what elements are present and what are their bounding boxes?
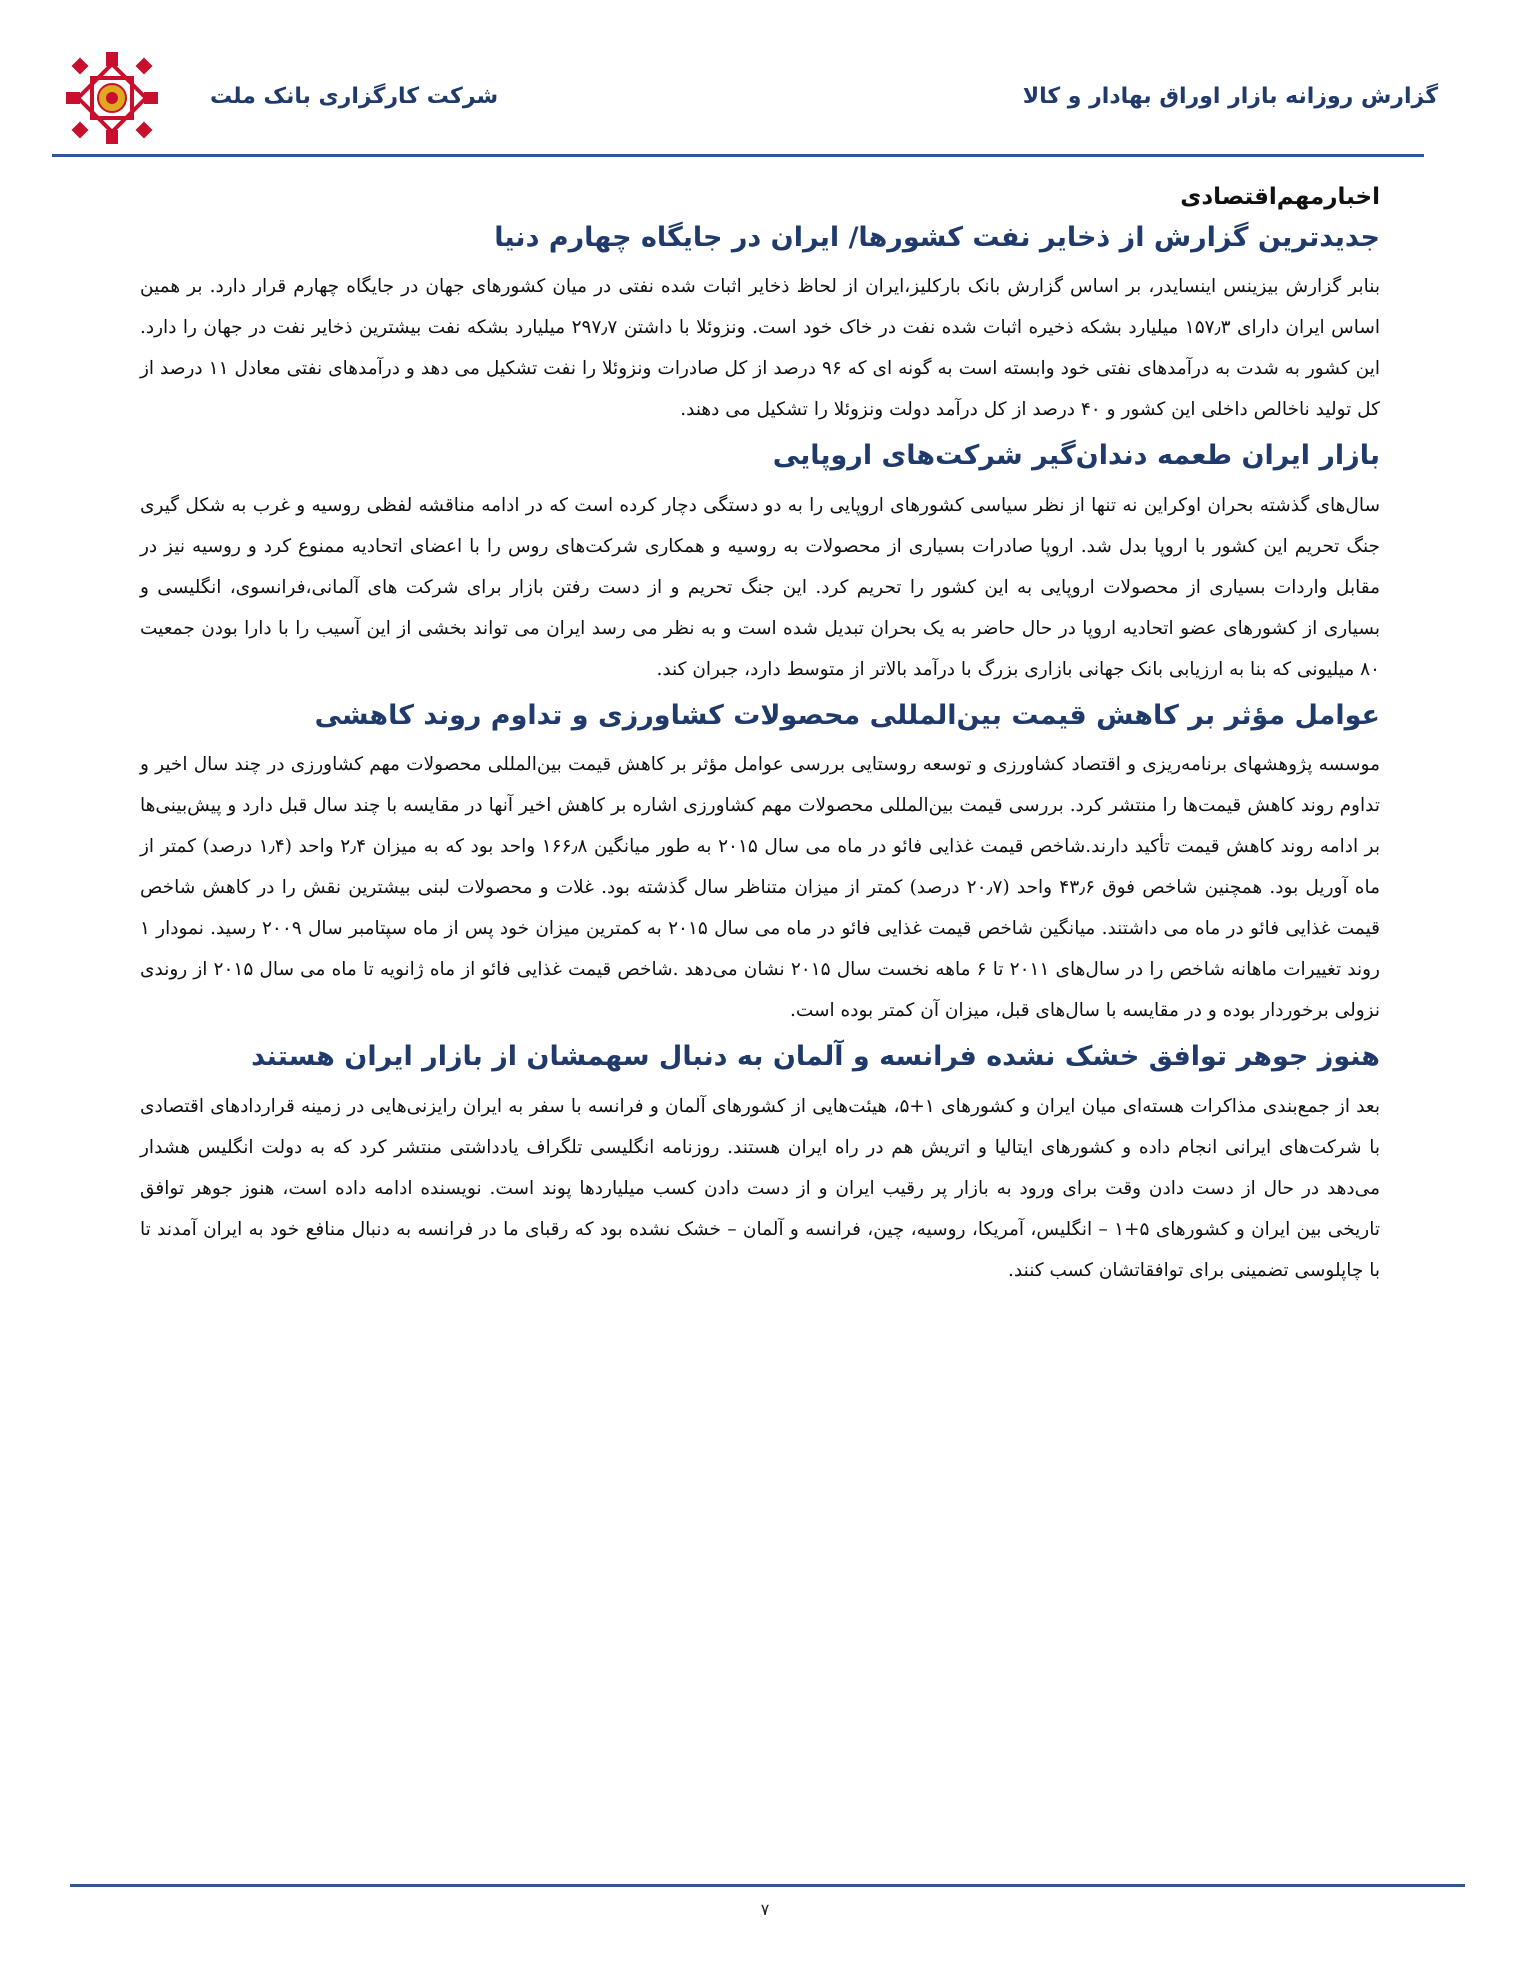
bank-mellat-logo-icon	[62, 48, 162, 148]
header-divider	[52, 154, 1424, 157]
footer-divider	[70, 1884, 1465, 1887]
page-header	[0, 0, 1530, 160]
news-title: بازار ایران طعمه دندان‌گیر شرکت‌های اروپایی	[772, 440, 1380, 472]
page-number: ۷	[760, 1900, 770, 1919]
news-article	[140, 438, 1380, 689]
news-title: هنوز جوهر توافق خشک نشده فرانسه و آلمان به دنبال سهمشان از بازار ایران هستند	[251, 1041, 1380, 1073]
company-name: شرکت کارگزاری بانک ملت	[210, 84, 499, 109]
news-body: سال‌های گذشته بحران اوکراین نه تنها از نظر سیاسی کشورهای اروپایی را به دو دستگی دچار کرده است که در ادامه مناقشه لفظی روسیه و غرب به شکل گیری جنگ تحریم این کشور با اروپا بدل شد. اروپا صادرات بسیاری از محصولات به روسیه و همکاری شرکت‌های روس را با اعضای اتحادیه ممنوع کرد و روسیه نیز در مقابل واردات بسیاری از محصولات اروپایی به این کشور را تحریم کرد. این جنگ تحریم و از دست رفتن بازار برای شرکت های آلمانی،فرانسوی، انگلیسی و بسیاری از کشورهای عضو اتحادیه اروپا در حال حاضر به یک بحران تبدیل شده است و به نظر می رسد ایران می تواند بخشی از این آسیب را با دارا بودن جمعیت ۸۰ میلیونی که بنا به ارزیابی بانک جهانی بازاری بزرگ با درآمد بالاتر از متوسط دارد، جبران کند.	[140, 494, 1380, 680]
news-article	[140, 1039, 1380, 1290]
news-article	[140, 220, 1380, 430]
news-article	[140, 698, 1380, 1031]
report-title: گزارش روزانه بازار اوراق بهادار و کالا	[1022, 84, 1438, 109]
news-body: بعد از جمع‌بندی مذاکرات هسته‌ای میان ایران و کشورهای ۱+۵، هیئت‌هایی از کشورهای آلمان و فرانسه با سفر به ایران رایزنی‌هایی در زمینه قراردادهای اقتصادی با شرکت‌های ایرانی انجام داده و کشورهای ایتالیا و اتریش هم در راه ایران هستند. روزنامه انگلیسی تلگراف یادداشتی منتشر کرد که به دولت انگلیس هشدار می‌دهد در حال از دست دادن وقت برای ورود به بازار پر رقیب ایران و از دست دادن کسب میلیاردها پوند است. نویسنده ادامه داده است، هنوز جوهر توافق تاریخی بین ایران و کشورهای ۵+۱ – انگلیس، آمریکا، روسیه، چین، فرانسه و آلمان – خشک نشده بود که رقبای ما در فرانسه به دنبال منافع خود به ایران آمدند تا با چاپلوسی تضمینی برای توافقاتشان کسب کنند.	[140, 1095, 1381, 1281]
news-body: موسسه پژوهشهای برنامه‌ریزی و اقتصاد کشاورزی و توسعه روستایی بررسی عوامل مؤثر بر کاهش قیمت بین‌المللی محصولات مهم کشاورزی در چند سال اخیر و تداوم روند کاهش قیمت‌ها را منتشر کرد. بررسی قیمت بین‌المللی محصولات مهم کشاورزی اشاره بر کاهش اخیر آنها در مقایسه با چند سال قبل دارد و پیش‌بینی‌ها بر ادامه روند کاهش قیمت تأکید دارند.شاخص قیمت غذایی فائو در ماه می سال ۲۰۱۵ به طور میانگین ۱۶۶٫۸ واحد بود که به میزان ۲٫۴ واحد (۱٫۴ درصد) کمتر از ماه آوریل بود. همچنین شاخص فوق ۴۳٫۶ واحد (۲۰٫۷ درصد) کمتر از میزان متناظر سال گذشته بود. غلات و محصولات لبنی بیشترین نقش را در کاهش شاخص قیمت غذایی فائو در ماه می داشتند. میانگین شاخص قیمت غذایی فائو در ماه می سال ۲۰۱۵ به کمترین میزان خود پس از ماه سپتامبر سال ۲۰۰۹ رسید. نمودار ۱ روند تغییرات ماهانه شاخص را در سال‌های ۲۰۱۱ تا ۶ ماهه نخست سال ۲۰۱۵ نشان می‌دهد .شاخص قیمت غذایی فائو از ماه ژانویه تا ماه می سال ۲۰۱۵ از روندی نزولی برخوردار بوده و در مقایسه با سال‌های قبل، میزان آن کمتر بوده است.	[140, 754, 1381, 1022]
news-title: جدیدترین گزارش از ذخایر نفت کشورها/ ایران در جایگاه چهارم دنیا	[494, 222, 1380, 253]
news-title: عوامل مؤثر بر کاهش قیمت بین‌المللی محصولات کشاورزی و تداوم روند کاهشی	[314, 699, 1380, 731]
news-body: بنابر گزارش بیزینس اینسایدر، بر اساس گزارش بانک بارکلیز،ایران از لحاظ ذخایر اثبات شده نفتی در میان کشورهای جهان در جایگاه چهارم قرار دارد. بر همین اساس ایران دارای ۱۵۷٫۳ میلیارد بشکه ذخیره اثبات شده نفت در خاک خود است. ونزوئلا با داشتن ۲۹۷٫۷ میلیارد بشکه نفت بیشترین ذخایر نفت در جهان را دارد. این کشور به شدت به درآمدهای نفتی خود وابسته است به گونه ای که ۹۶ درصد از کل صادرات ونزوئلا را نفت تشکیل می دهد و درآمدهای نفتی معادل ۱۱ درصد از کل تولید ناخالص داخلی این کشور و ۴۰ درصد از کل درآمد دولت ونزوئلا را تشکیل می دهند.	[140, 276, 1380, 421]
main-content	[140, 184, 1380, 1297]
section-label: اخبارمهم‌اقتصادی	[1180, 184, 1380, 210]
